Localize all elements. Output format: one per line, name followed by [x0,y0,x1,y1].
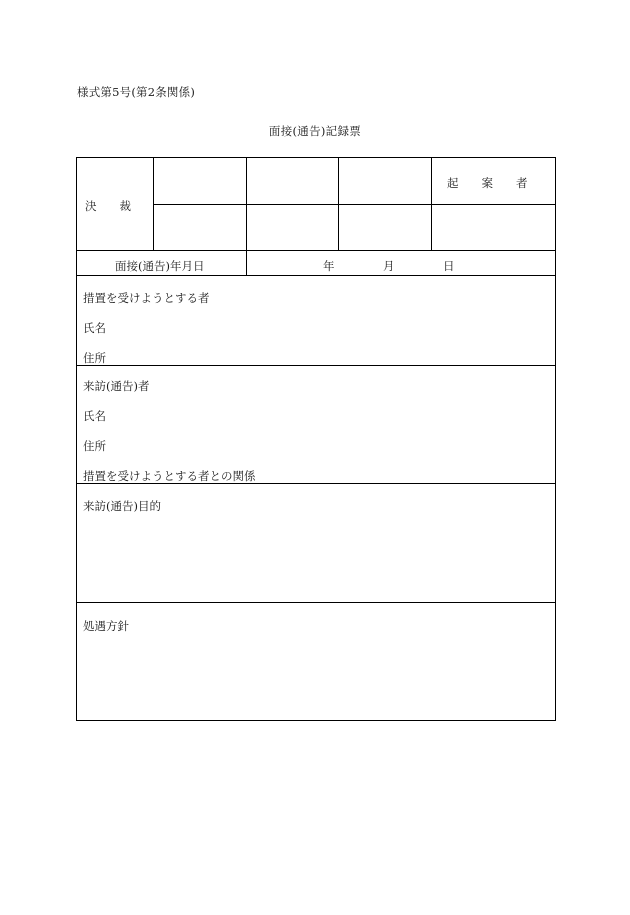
approval-stamp-cell[interactable] [248,159,337,203]
approval-divider-2 [246,158,247,275]
date-month-input[interactable] [339,254,383,272]
drafter-stamp-cell[interactable] [433,206,555,249]
visitor-heading: 来訪(通告)者 [83,379,150,393]
visitor-relation-input[interactable] [275,464,549,482]
subject-heading: 措置を受けようとする者 [83,291,210,305]
document-title: 面接(通告)記録票 [268,124,362,138]
date-row-bottom-line [77,275,555,276]
date-month-label: 月 [383,259,395,273]
approval-label [85,198,143,214]
date-year-input[interactable] [277,254,323,272]
purpose-label: 来訪(通告)目的 [83,499,161,513]
subject-name-label: 氏名 [83,321,106,335]
purpose-bottom-line [77,602,555,603]
policy-label: 処遇方針 [83,619,129,633]
date-year-label: 年 [323,259,335,273]
approval-bottom-line [77,250,555,251]
subject-address-input[interactable] [117,346,541,364]
visitor-name-label: 氏名 [83,409,106,423]
visitor-name-input[interactable] [117,404,541,422]
approval-stamp-cell[interactable] [155,206,245,249]
approval-stamp-cell[interactable] [155,159,245,203]
approval-stamp-cell[interactable] [340,206,430,249]
visitor-address-label: 住所 [83,439,106,453]
purpose-textarea[interactable] [83,518,549,602]
date-day-label: 日 [443,259,455,273]
subject-address-label: 住所 [83,351,106,365]
approval-label-text: 決 裁 [85,199,131,213]
record-form-table [76,157,556,721]
subject-name-input[interactable] [117,316,541,334]
interview-date-label: 面接(通告)年月日 [115,259,205,273]
form-number: 様式第5号(第2条関係) [77,85,196,99]
approval-stamp-cell[interactable] [248,206,337,249]
subject-bottom-line [77,365,555,366]
date-day-input[interactable] [399,254,443,272]
visitor-address-input[interactable] [117,434,541,452]
approval-stamp-cell[interactable] [340,159,430,203]
drafter-label: 起 案 者 [447,176,528,190]
policy-textarea[interactable] [83,638,549,720]
visitor-bottom-line [77,483,555,484]
approval-mid-line [153,204,556,205]
visitor-relation-label: 措置を受けようとする者との関係 [83,469,256,483]
